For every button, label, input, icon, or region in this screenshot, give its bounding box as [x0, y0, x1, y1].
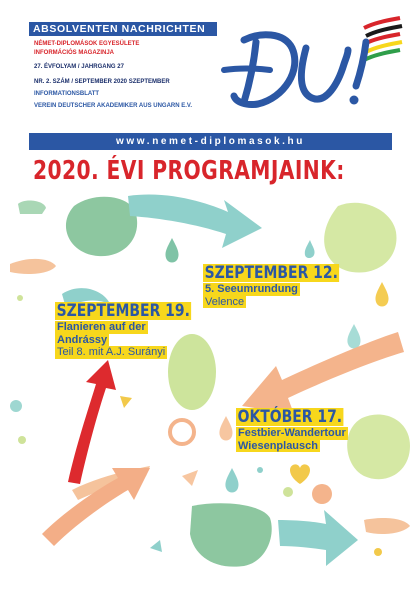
issue-info: NR. 2. SZÁM / SEPTEMBER 2020 SZEPTEMBER — [34, 79, 170, 85]
yellow-drop — [375, 282, 388, 307]
event-detail: Teil 8. mit A.J. Surányi — [57, 346, 166, 358]
teal-arrow-bottom — [278, 510, 358, 566]
blue-drop — [347, 324, 360, 349]
teal-dot — [10, 400, 22, 412]
yellow-dot — [374, 548, 382, 556]
green-cap-shape — [18, 201, 46, 214]
event-title-line-1: Festbier-Wandertour — [238, 427, 346, 439]
event-date: OKTÓBER 17. — [237, 407, 343, 427]
lime-dot-3 — [283, 487, 293, 497]
programs-headline: 2020. ÉVI PROGRAMJAINK: — [33, 156, 345, 186]
website-url[interactable]: www.nemet-diplomasok.hu — [29, 133, 392, 150]
salmon-arrow-left — [42, 468, 150, 546]
salmon-arrow-right — [242, 332, 404, 414]
green-blob — [66, 197, 137, 256]
teal-triangle — [150, 540, 162, 552]
salmon-ring — [170, 420, 194, 444]
lime-dot — [17, 295, 23, 301]
event-title-line-2: Wiesenplausch — [238, 439, 318, 452]
peach-triangle — [182, 470, 198, 486]
event-location: Velence — [205, 295, 245, 308]
event-title-line-2: Andrássy — [57, 333, 108, 346]
event-szeptember-19 — [55, 302, 221, 359]
event-title: 5. Seeumrundung — [205, 283, 298, 295]
yellow-heart — [290, 464, 310, 484]
event-date: SZEPTEMBER 19. — [56, 301, 190, 321]
green-drop — [165, 238, 178, 263]
masthead-title: ABSOLVENTEN NACHRICHTEN — [29, 22, 217, 36]
green-blob-bottom — [190, 503, 272, 566]
org-name-hu: NÉMET-DIPLOMÁSOK EGYESÜLETE — [34, 41, 140, 47]
infoblatt-label: INFORMATIONSBLATT — [34, 91, 100, 97]
event-title-line-1: Flanieren auf der — [57, 321, 146, 333]
teal-drop-bottom — [225, 468, 238, 493]
event-date: SZEPTEMBER 12. — [204, 263, 338, 283]
lime-dot-2 — [18, 436, 26, 444]
peach-strip — [364, 518, 410, 534]
salmon-circle — [312, 484, 332, 504]
event-oktober-17 — [236, 408, 367, 452]
teal-arrow — [128, 195, 262, 248]
event-szeptember-12 — [203, 264, 369, 308]
peach-drop — [219, 416, 232, 441]
volume-info: 27. ÉVFOLYAM / JAHRGANG 27 — [34, 64, 124, 70]
du-logo — [214, 14, 404, 124]
blue-dot — [257, 467, 263, 473]
magazine-subtitle-hu: INFORMÁCIÓS MAGAZINJA — [34, 50, 114, 56]
red-arrow — [68, 360, 116, 484]
verein-name: VEREIN DEUTSCHER AKADEMIKER AUS UNGARN E.V. — [34, 103, 193, 109]
yellow-triangle — [120, 396, 132, 408]
teal-drop — [305, 240, 315, 258]
peach-stroke — [10, 259, 56, 274]
